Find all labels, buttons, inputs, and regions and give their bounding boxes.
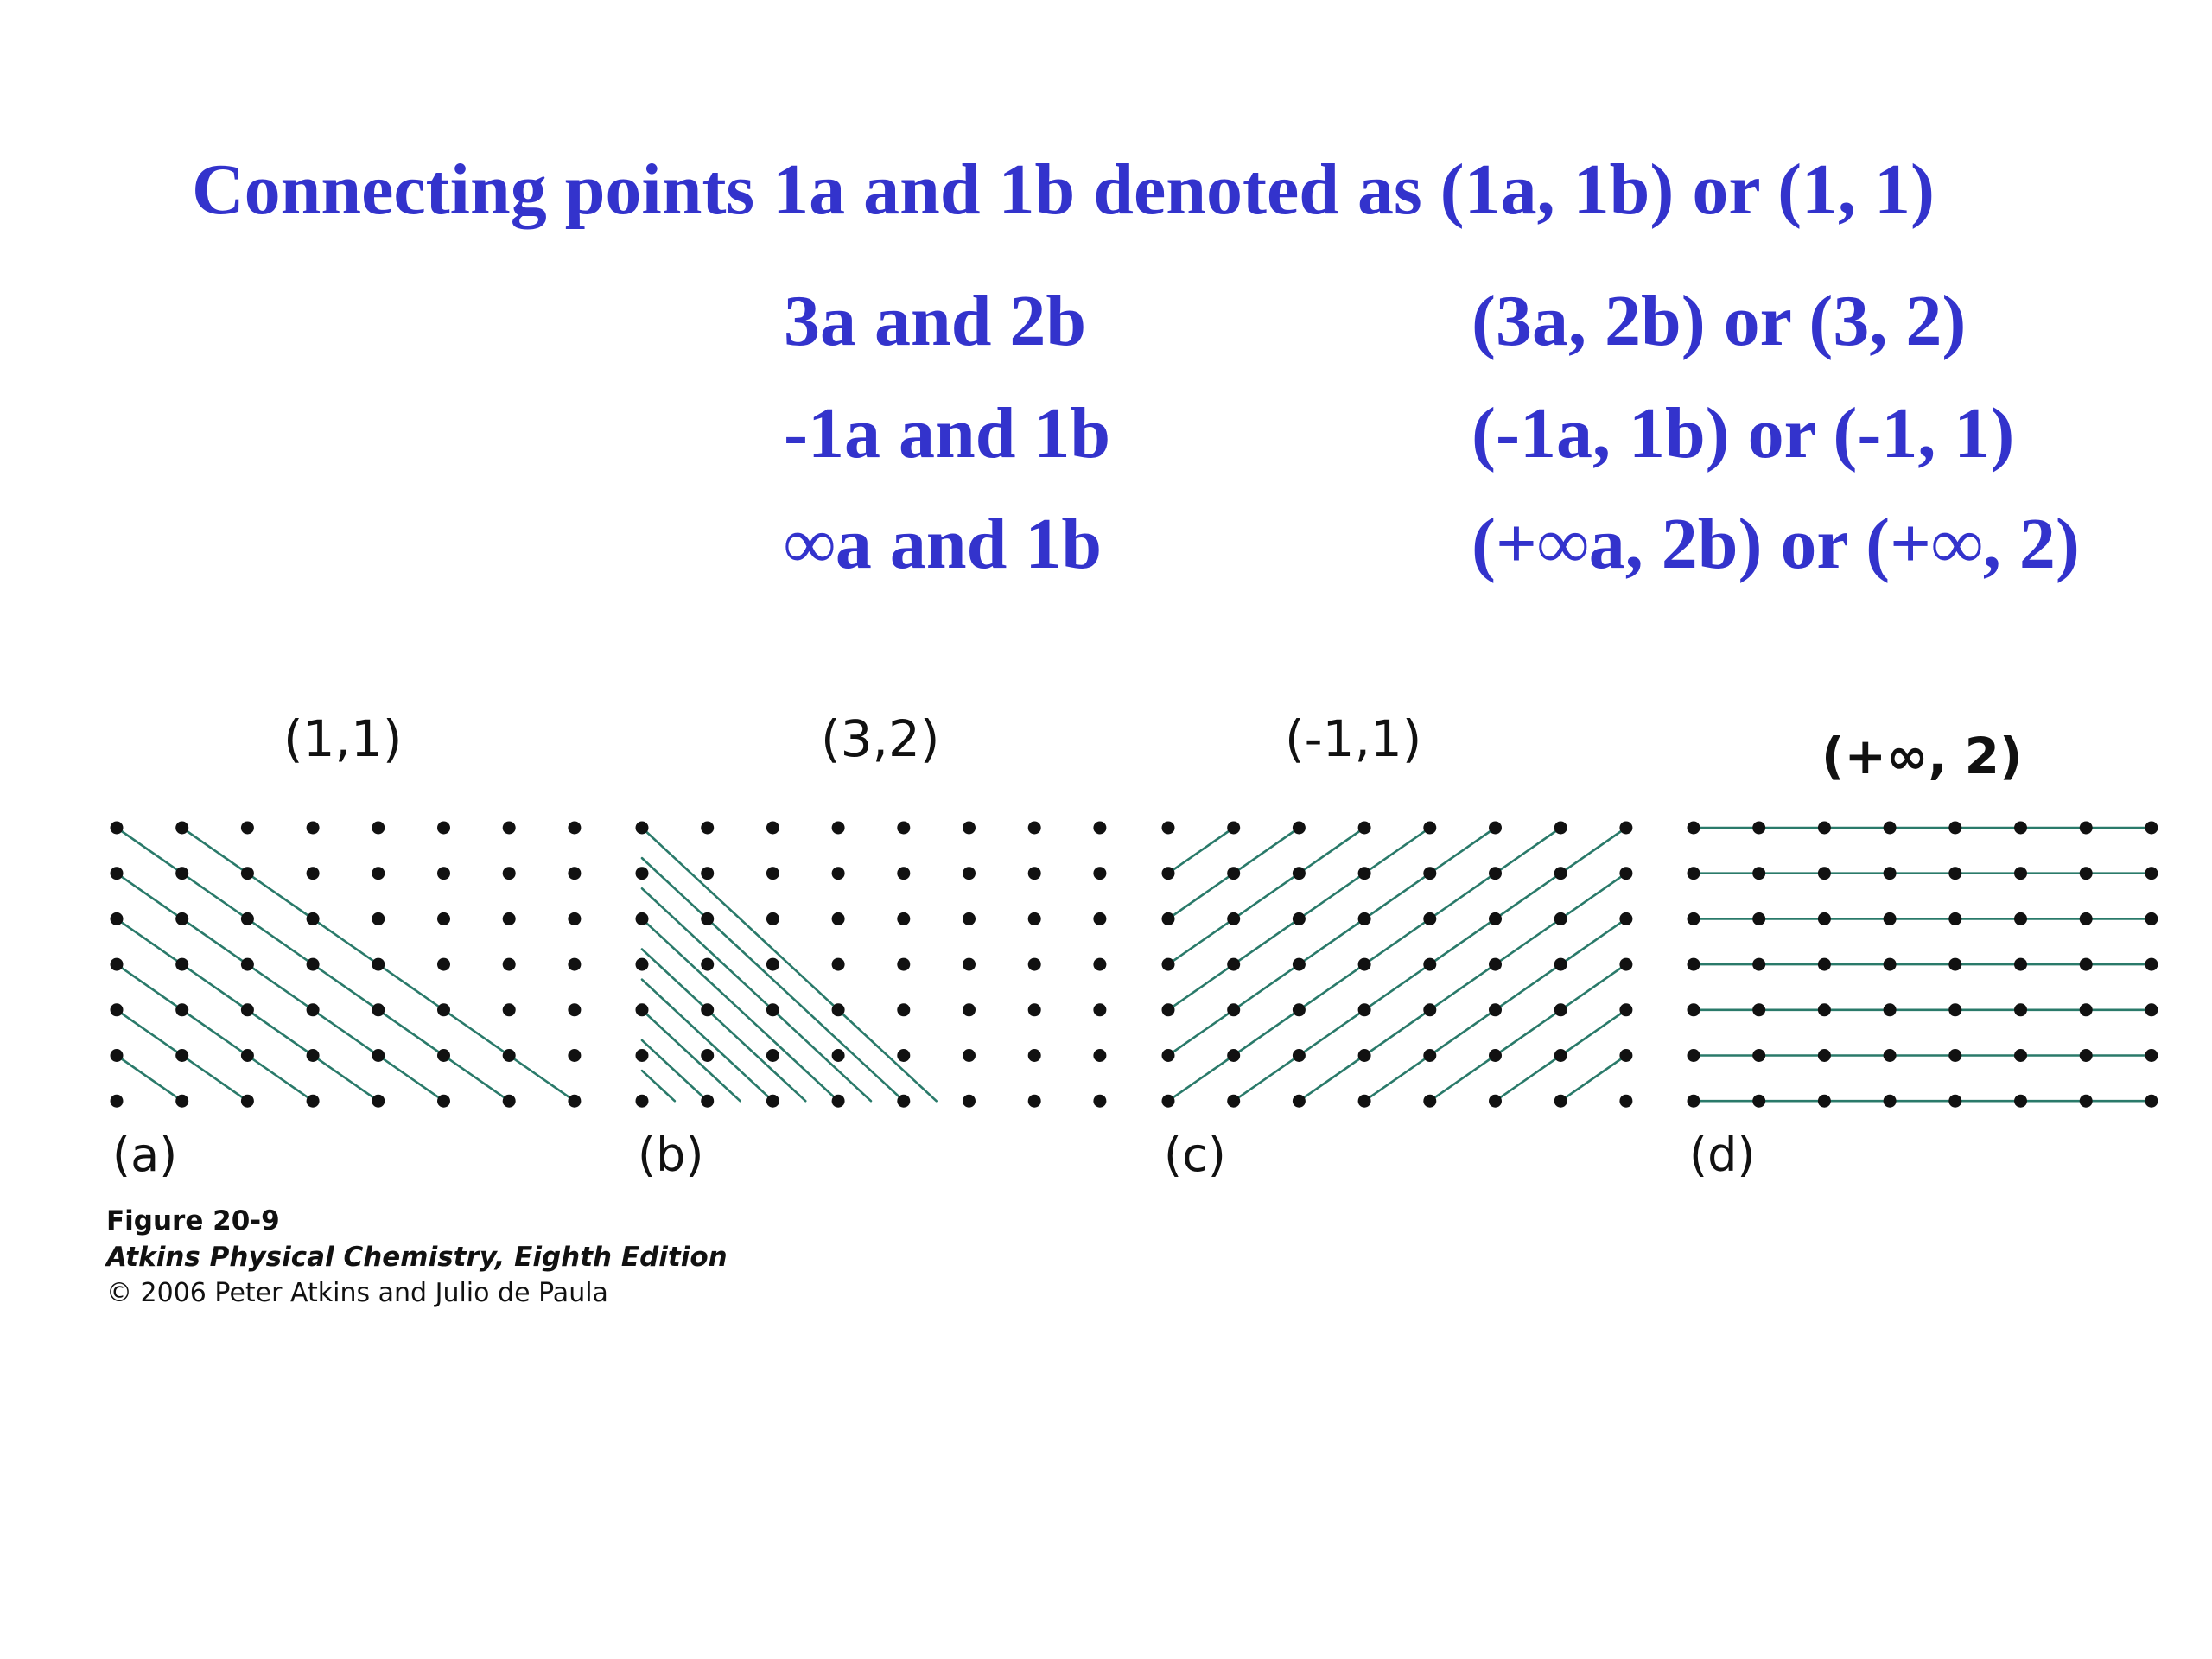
row-1-left: 3a and 2b <box>784 281 1087 361</box>
panel-a-lattice-point <box>437 1049 450 1062</box>
panel-c-lattice-point <box>1358 958 1371 971</box>
panel-a-lattice-point <box>503 1095 516 1108</box>
panel-c-lattice-point <box>1358 1003 1371 1016</box>
panel-b-lattice-point <box>832 1003 845 1016</box>
panel-b-lattice-point <box>897 1049 910 1062</box>
panel-b-lattice-point <box>1028 1003 1041 1016</box>
panel-c-lattice-point <box>1489 1095 1502 1108</box>
panel-c-lattice-point <box>1423 1049 1436 1062</box>
panel-c-plane-line <box>1168 828 1496 1056</box>
panel-d-lattice-point <box>2014 822 2027 835</box>
panel-d-lattice-point <box>2080 1049 2093 1062</box>
panel-a-lattice-point <box>372 1095 385 1108</box>
panel-d-lattice-point <box>1884 912 1897 925</box>
panel-c-lattice-point <box>1423 1095 1436 1108</box>
panel-c-lattice-point <box>1423 867 1436 880</box>
panel-c-lattice-point <box>1554 867 1567 880</box>
panel-a-lattice-point <box>437 958 450 971</box>
panel-c-lattice-point <box>1423 1003 1436 1016</box>
panel-b-lattice-point <box>701 958 714 971</box>
panel-d-lattice-point <box>1688 1049 1700 1062</box>
panel-b-lattice-point <box>1093 1003 1106 1016</box>
panel-c-lattice-point <box>1358 1095 1371 1108</box>
panel-a-lattice-point <box>372 1049 385 1062</box>
panel-d-lattice-point <box>2080 1003 2093 1016</box>
panel-d-lattice-point <box>2080 912 2093 925</box>
panel-b-lattice-point <box>963 912 976 925</box>
panel-c-lattice-point <box>1227 912 1240 925</box>
panel-d-lattice-point <box>1752 822 1765 835</box>
panel-c-lattice-point <box>1619 1049 1632 1062</box>
panel-b-lattice-point <box>963 958 976 971</box>
panel-b-lattice-point <box>701 912 714 925</box>
panel-a-lattice-point <box>437 1003 450 1016</box>
panel-a-lattice-point <box>175 1003 188 1016</box>
slide-title: Connecting points 1a and 1b denoted as (1a, 1b) or (1, 1) <box>192 149 1936 230</box>
panel-b-lattice-point <box>963 1095 976 1108</box>
panel-b-lattice-point <box>1028 1049 1041 1062</box>
panel-c-lattice-point <box>1162 1095 1175 1108</box>
figure-copyright: © 2006 Peter Atkins and Julio de Paula <box>106 1278 608 1308</box>
panel-d-lattice-point <box>2014 867 2027 880</box>
panel-a-lattice-point <box>241 912 254 925</box>
panel-d-lattice-point <box>1818 958 1831 971</box>
panel-d-lattice-point <box>1688 822 1700 835</box>
panel-d-lattice-point <box>2145 1095 2158 1108</box>
panel-c-lattice-point <box>1554 1003 1567 1016</box>
panel-c-lattice-point <box>1293 1049 1306 1062</box>
panel-c-lattice-point <box>1358 1049 1371 1062</box>
panel-d-lattice-point <box>2145 912 2158 925</box>
panel-b-lattice-point <box>766 958 779 971</box>
panel-c-lattice-point <box>1227 867 1240 880</box>
panel-c-lattice-point <box>1358 867 1371 880</box>
panel-c-lattice-point <box>1554 912 1567 925</box>
panel-c-lattice-point <box>1227 822 1240 835</box>
panel-d-lattice-point <box>1752 1003 1765 1016</box>
panel-d-lattice-point <box>1884 1003 1897 1016</box>
panel-a-lattice-point <box>241 867 254 880</box>
panel-c-label: (c) <box>1164 1128 1226 1182</box>
panel-d-lattice-point <box>1688 958 1700 971</box>
panel-d-lattice-point <box>2145 1049 2158 1062</box>
panel-c-lattice-point <box>1423 822 1436 835</box>
panel-d-lattice-point <box>1818 912 1831 925</box>
panel-c-lattice-point <box>1162 1049 1175 1062</box>
panel-c-lattice-point <box>1619 867 1632 880</box>
panel-d-lattice-point <box>1688 912 1700 925</box>
panel-b-lattice-point <box>766 1003 779 1016</box>
panel-d-lattice-point <box>1752 867 1765 880</box>
row-2-right: (-1a, 1b) or (-1, 1) <box>1471 393 2015 474</box>
panel-a-lattice-point <box>568 912 581 925</box>
panel-a-title: (1,1) <box>283 709 403 768</box>
panel-c-lattice-point <box>1554 1049 1567 1062</box>
panel-c-lattice-point <box>1293 912 1306 925</box>
panel-a-lattice-point <box>175 822 188 835</box>
panel-a-lattice-point <box>307 1095 320 1108</box>
panel-a-lattice-point <box>503 1003 516 1016</box>
figure-source: Atkins Physical Chemistry, Eighth Edition <box>106 1242 728 1273</box>
panel-c-lattice-point <box>1358 822 1371 835</box>
panel-d-lattice-point <box>1752 912 1765 925</box>
panel-c-lattice-point <box>1554 1095 1567 1108</box>
panel-b-lattice-point <box>1093 867 1106 880</box>
panel-a-lattice-point <box>241 958 254 971</box>
panel-a-lattice-point <box>503 867 516 880</box>
panel-c-lattice-point <box>1619 912 1632 925</box>
panel-b-lattice-point <box>897 822 910 835</box>
panel-c-lattice-point <box>1162 822 1175 835</box>
panel-a-plane-line <box>117 874 444 1101</box>
panel-b-lattice-point <box>1028 958 1041 971</box>
panel-a-lattice-point <box>111 1095 124 1108</box>
panel-c-plane-line <box>1168 828 1234 874</box>
panel-b-lattice-point <box>1028 912 1041 925</box>
panel-b-lattice-point <box>963 1049 976 1062</box>
panel-a-lattice-point <box>241 822 254 835</box>
panel-d-lattice-point <box>1818 1003 1831 1016</box>
panel-b-lattice-point <box>1093 1049 1106 1062</box>
panel-b-label: (b) <box>638 1128 704 1182</box>
panel-c-plane-line <box>1430 964 1626 1101</box>
panel-b-lattice-point <box>766 867 779 880</box>
panel-b-plane-line <box>642 858 904 1101</box>
panel-c-title: (-1,1) <box>1285 709 1422 768</box>
panel-a-plane-line <box>117 1056 182 1102</box>
panel-c-lattice-point <box>1554 822 1567 835</box>
panel-d-lattice-point <box>1884 958 1897 971</box>
panel-b-lattice-point <box>832 867 845 880</box>
panel-a-lattice-point <box>175 867 188 880</box>
row-3-right: (+∞a, 2b) or (+∞, 2) <box>1471 504 2080 584</box>
panel-d-lattice-point <box>1688 1095 1700 1108</box>
panel-a-lattice-point <box>372 1003 385 1016</box>
panel-c-lattice-point <box>1423 958 1436 971</box>
row-1-right: (3a, 2b) or (3, 2) <box>1471 281 1967 361</box>
panel-b-lattice-point <box>1093 958 1106 971</box>
panel-a-lattice-point <box>372 867 385 880</box>
panel-b-lattice-point <box>897 1003 910 1016</box>
panel-a-lattice-point <box>241 1049 254 1062</box>
panel-c-lattice-point <box>1489 912 1502 925</box>
panel-d-lattice-point <box>2014 1095 2027 1108</box>
panel-b-lattice-point <box>701 867 714 880</box>
panel-d-lattice-point <box>1948 958 1961 971</box>
panel-d-lattice-point <box>1884 1049 1897 1062</box>
panel-a-lattice-point <box>437 912 450 925</box>
panel-d-lattice-point <box>1948 912 1961 925</box>
panel-a-lattice-point <box>503 1049 516 1062</box>
figure-number: Figure 20-9 <box>106 1205 280 1236</box>
panel-c-lattice-point <box>1619 958 1632 971</box>
panel-d-lattice-point <box>2080 822 2093 835</box>
panel-b-lattice-point <box>963 867 976 880</box>
panel-b-plane-line <box>642 980 772 1102</box>
panel-b-plane-line <box>642 950 805 1102</box>
row-3-left: ∞a and 1b <box>784 504 1103 584</box>
panel-c-lattice-point <box>1293 822 1306 835</box>
panel-b-plane-line <box>642 918 838 1101</box>
panel-b-lattice-point <box>963 1003 976 1016</box>
panel-d-lattice-point <box>1948 867 1961 880</box>
panel-d-title: (+∞, 2) <box>1821 727 2023 785</box>
panel-b-lattice-point <box>766 912 779 925</box>
panel-c-lattice-point <box>1293 1003 1306 1016</box>
panel-a-lattice-point <box>568 958 581 971</box>
panel-c-lattice-point <box>1423 912 1436 925</box>
panel-c-lattice-point <box>1162 1003 1175 1016</box>
panel-c-plane-line <box>1560 1056 1626 1102</box>
panel-a-lattice-point <box>175 1049 188 1062</box>
panel-a-lattice-point <box>372 822 385 835</box>
panel-c-lattice-point <box>1619 1003 1632 1016</box>
panel-d-lattice-point <box>1884 822 1897 835</box>
panel-b-lattice-point <box>766 1049 779 1062</box>
panel-d-lattice-point <box>1884 867 1897 880</box>
panel-d-lattice-point <box>2080 958 2093 971</box>
panel-c-lattice-point <box>1358 912 1371 925</box>
panel-d-lattice-point <box>1752 1095 1765 1108</box>
panel-c-lattice-point <box>1293 958 1306 971</box>
panel-d-lattice-point <box>1818 1095 1831 1108</box>
panel-a-lattice-point <box>437 1095 450 1108</box>
panel-d-lattice-point <box>2145 958 2158 971</box>
panel-d-lattice-point <box>1752 1049 1765 1062</box>
panel-b-lattice-point <box>963 822 976 835</box>
panel-a-lattice-point <box>307 1049 320 1062</box>
panel-c-lattice-point <box>1619 1095 1632 1108</box>
panel-b-lattice-point <box>832 1049 845 1062</box>
panel-b-lattice-point <box>1093 822 1106 835</box>
panel-d-lattice-point <box>1884 1095 1897 1108</box>
panel-b-lattice-point <box>897 958 910 971</box>
panel-d-lattice-point <box>2014 1003 2027 1016</box>
panel-a-lattice-point <box>307 822 320 835</box>
panel-d-lattice-point <box>1688 867 1700 880</box>
panel-a-lattice-point <box>111 958 124 971</box>
row-2-left: -1a and 1b <box>784 393 1111 474</box>
panel-a-label: (a) <box>112 1128 178 1182</box>
panel-c-plane-line <box>1168 828 1364 964</box>
panel-a-lattice-point <box>372 912 385 925</box>
panel-a-lattice-point <box>372 958 385 971</box>
panel-d-lattice-point <box>2145 822 2158 835</box>
panel-c-lattice-point <box>1619 822 1632 835</box>
panel-a-lattice-point <box>503 958 516 971</box>
panel-b-lattice-point <box>636 1049 649 1062</box>
panel-c-lattice-point <box>1227 1003 1240 1016</box>
panel-d-lattice-point <box>1948 1003 1961 1016</box>
panel-b-lattice-point <box>832 1095 845 1108</box>
panel-d-lattice-point <box>2014 912 2027 925</box>
panel-b-lattice-point <box>766 822 779 835</box>
panel-b-lattice-point <box>832 958 845 971</box>
panel-a-lattice-point <box>568 1049 581 1062</box>
panel-b-lattice-point <box>636 1095 649 1108</box>
panel-c-lattice-point <box>1489 822 1502 835</box>
panel-c-lattice-point <box>1227 1049 1240 1062</box>
panel-c-lattice-point <box>1227 1095 1240 1108</box>
panel-b-lattice-point <box>897 1095 910 1108</box>
panel-a-lattice-point <box>307 1003 320 1016</box>
panel-a-lattice-point <box>111 1049 124 1062</box>
panel-b-lattice-point <box>897 912 910 925</box>
panel-c-lattice-point <box>1162 912 1175 925</box>
panel-a-lattice-point <box>568 822 581 835</box>
panel-d-lattice-point <box>1818 867 1831 880</box>
panel-b-lattice-point <box>1028 1095 1041 1108</box>
panel-c-lattice-point <box>1489 1049 1502 1062</box>
panel-c-lattice-point <box>1554 958 1567 971</box>
panel-b-title: (3,2) <box>821 709 940 768</box>
panel-a-lattice-point <box>568 1095 581 1108</box>
panel-b-lattice-point <box>766 1095 779 1108</box>
panel-b-plane-line <box>642 1040 708 1101</box>
panel-c-lattice-point <box>1293 867 1306 880</box>
panel-b-lattice-point <box>832 912 845 925</box>
panel-d-lattice-point <box>2145 867 2158 880</box>
panel-d-lattice-point <box>1948 1095 1961 1108</box>
panel-b-lattice-point <box>636 867 649 880</box>
panel-c-lattice-point <box>1489 867 1502 880</box>
panel-a-lattice-point <box>111 1003 124 1016</box>
panel-a-plane-line <box>117 964 313 1101</box>
panel-b-lattice-point <box>701 822 714 835</box>
panel-b-lattice-point <box>1028 867 1041 880</box>
panel-d-lattice-point <box>2014 1049 2027 1062</box>
panel-b-lattice-point <box>636 912 649 925</box>
panel-d-lattice-point <box>1818 822 1831 835</box>
panel-b-lattice-point <box>701 1095 714 1108</box>
panel-a-lattice-point <box>175 958 188 971</box>
panel-c-lattice-point <box>1489 958 1502 971</box>
panel-a-lattice-point <box>503 822 516 835</box>
panel-a-lattice-point <box>307 867 320 880</box>
panel-a-lattice-point <box>111 822 124 835</box>
panel-d-lattice-point <box>2080 1095 2093 1108</box>
panel-b-lattice-point <box>832 822 845 835</box>
panel-a-lattice-point <box>568 1003 581 1016</box>
panel-b-lattice-point <box>1028 822 1041 835</box>
panel-c-lattice-point <box>1293 1095 1306 1108</box>
panel-a-lattice-point <box>437 867 450 880</box>
panel-d-label: (d) <box>1689 1128 1756 1182</box>
panel-b-lattice-point <box>701 1003 714 1016</box>
panel-b-lattice-point <box>897 867 910 880</box>
panel-b-lattice-point <box>1093 1095 1106 1108</box>
panel-b-lattice-point <box>1093 912 1106 925</box>
panel-b-lattice-point <box>636 1003 649 1016</box>
panel-a-lattice-point <box>111 912 124 925</box>
panel-c-plane-line <box>1299 874 1626 1101</box>
panel-a-lattice-point <box>307 958 320 971</box>
panel-a-lattice-point <box>111 867 124 880</box>
panel-d-lattice-point <box>2145 1003 2158 1016</box>
panel-c-lattice-point <box>1162 958 1175 971</box>
panel-d-lattice-point <box>2080 867 2093 880</box>
panel-b-lattice-point <box>701 1049 714 1062</box>
panel-d-lattice-point <box>1688 1003 1700 1016</box>
panel-a-lattice-point <box>437 822 450 835</box>
panel-a-lattice-point <box>307 912 320 925</box>
panel-c-lattice-point <box>1227 958 1240 971</box>
panel-a-lattice-point <box>175 912 188 925</box>
panel-d-lattice-point <box>2014 958 2027 971</box>
panel-d-lattice-point <box>1818 1049 1831 1062</box>
panel-a-lattice-point <box>568 867 581 880</box>
panel-a-lattice-point <box>175 1095 188 1108</box>
panel-a-lattice-point <box>503 912 516 925</box>
panel-d-lattice-point <box>1752 958 1765 971</box>
panel-b-plane-line <box>642 828 937 1101</box>
panel-c-lattice-point <box>1489 1003 1502 1016</box>
panel-c-lattice-point <box>1162 867 1175 880</box>
panel-a-lattice-point <box>241 1003 254 1016</box>
panel-d-lattice-point <box>1948 1049 1961 1062</box>
panel-d-lattice-point <box>1948 822 1961 835</box>
panel-b-lattice-point <box>636 958 649 971</box>
panel-b-lattice-point <box>636 822 649 835</box>
panel-b-plane-line <box>642 1071 675 1101</box>
panel-a-lattice-point <box>241 1095 254 1108</box>
